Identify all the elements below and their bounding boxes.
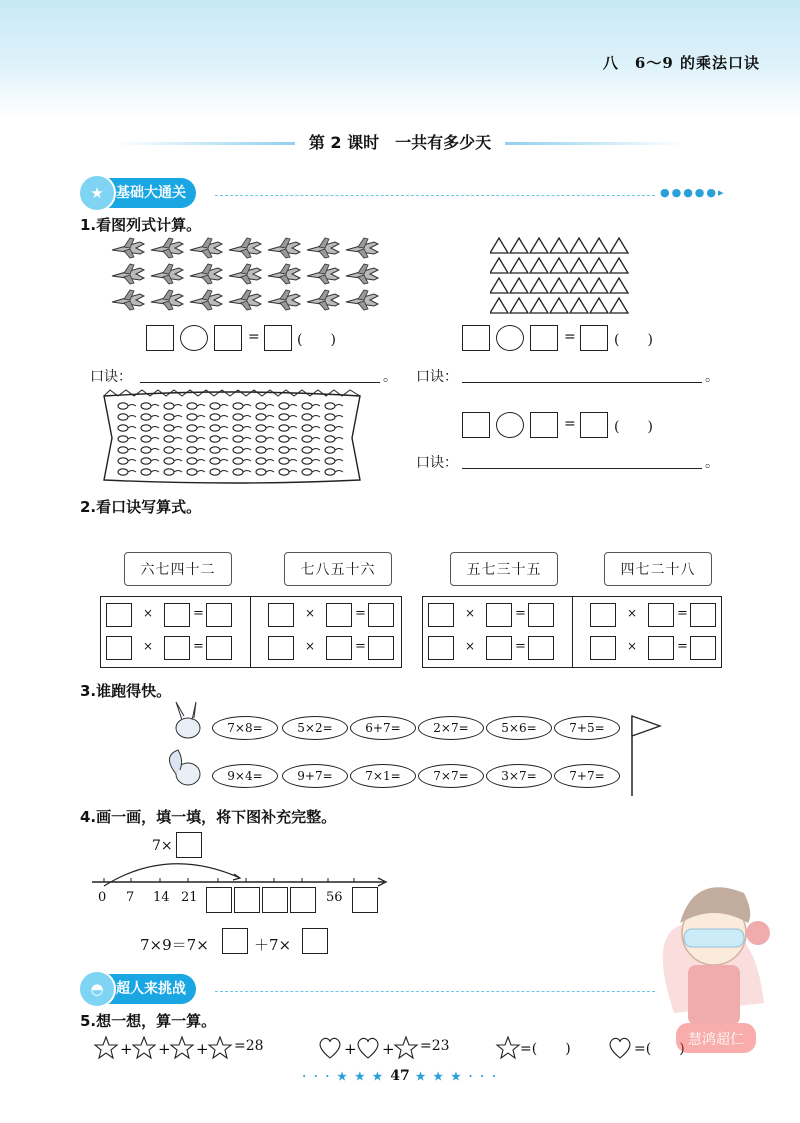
equals-sign: = bbox=[564, 416, 576, 432]
koujue-answer-line[interactable] bbox=[140, 382, 380, 383]
tick-label: 7 bbox=[126, 890, 135, 905]
race-oval[interactable]: 7+7= bbox=[554, 764, 620, 788]
times-sign: × bbox=[143, 639, 154, 653]
answer-box[interactable] bbox=[164, 636, 190, 660]
rhyme-tag: 六七四十二 bbox=[124, 552, 232, 586]
race-oval[interactable]: 7×8= bbox=[212, 716, 278, 740]
times-sign: × bbox=[305, 606, 316, 620]
equals-sign: = bbox=[355, 639, 366, 654]
rhyme-tag: 七八五十六 bbox=[284, 552, 392, 586]
q4-prompt: 4.画一画，填一填，将下图补充完整。 bbox=[80, 808, 337, 826]
rabbit-and-squirrel-icons bbox=[166, 700, 212, 790]
equals-sign: = bbox=[193, 606, 204, 621]
divider-dots: ●●●●●▸ bbox=[660, 186, 726, 199]
q5-prompt: 5.想一想，算一算。 bbox=[80, 1012, 217, 1030]
equation-result: =28 bbox=[234, 1038, 264, 1054]
board-binding bbox=[572, 596, 573, 668]
equals-sign: = bbox=[677, 606, 688, 621]
answer-box[interactable] bbox=[648, 603, 674, 627]
answer-box[interactable] bbox=[368, 636, 394, 660]
answer-box[interactable] bbox=[462, 325, 490, 351]
equals-sign: = bbox=[248, 329, 260, 345]
q3-prompt: 3.谁跑得快。 bbox=[80, 682, 172, 700]
number-line bbox=[88, 848, 388, 892]
tick-label: 0 bbox=[98, 890, 107, 905]
answer-box[interactable] bbox=[590, 603, 616, 627]
answer-box[interactable] bbox=[428, 603, 454, 627]
koujue-answer-line[interactable] bbox=[462, 468, 702, 469]
race-oval[interactable]: 7+5= bbox=[554, 716, 620, 740]
times-sign: × bbox=[465, 639, 476, 653]
section-challenge-badge: ◓ 超人来挑战 bbox=[80, 974, 196, 1004]
race-oval[interactable]: 6+7= bbox=[350, 716, 416, 740]
airplanes-picture bbox=[110, 236, 390, 316]
operator-circle[interactable] bbox=[496, 325, 524, 351]
equation-plus: ＋7× bbox=[254, 936, 292, 954]
unit-bracket[interactable]: ( ) bbox=[614, 332, 653, 348]
tick-label: 56 bbox=[326, 890, 343, 905]
lesson-title bbox=[0, 130, 800, 153]
chapter-title: 八 6～9 的乘法口诀 bbox=[602, 54, 760, 72]
answer-box[interactable] bbox=[462, 412, 490, 438]
answer-box[interactable] bbox=[268, 636, 294, 660]
equals-sign: = bbox=[515, 639, 526, 654]
q1-prompt: 1.看图列式计算。 bbox=[80, 216, 202, 234]
times-sign: × bbox=[305, 639, 316, 653]
svg-text:+: + bbox=[120, 1040, 133, 1058]
race-oval[interactable]: 9+7= bbox=[282, 764, 348, 788]
answer-box[interactable] bbox=[290, 887, 316, 913]
answer-box[interactable] bbox=[264, 325, 292, 351]
lesson-title-text: 第 2 课时 一共有多少天 bbox=[308, 133, 492, 152]
koujue-label: 口诀： bbox=[416, 455, 458, 471]
period: 。 bbox=[705, 455, 719, 471]
answer-box[interactable] bbox=[106, 636, 132, 660]
operator-circle[interactable] bbox=[496, 412, 524, 438]
answer-box[interactable] bbox=[530, 412, 558, 438]
answer-box[interactable] bbox=[368, 603, 394, 627]
answer-box[interactable] bbox=[580, 412, 608, 438]
heart-answer-bracket[interactable]: =( ) bbox=[634, 1041, 685, 1057]
ufo-icon: ◓ bbox=[78, 970, 116, 1008]
race-oval[interactable]: 7×7= bbox=[418, 764, 484, 788]
section-divider bbox=[215, 991, 655, 992]
tick-label: 21 bbox=[181, 890, 198, 905]
answer-box[interactable] bbox=[234, 887, 260, 913]
svg-text:+: + bbox=[158, 1040, 171, 1058]
answer-box[interactable] bbox=[648, 636, 674, 660]
equation-left: 7×9＝7× bbox=[140, 936, 209, 954]
period: 。 bbox=[705, 369, 719, 385]
answer-box[interactable] bbox=[326, 603, 352, 627]
answer-box[interactable] bbox=[164, 603, 190, 627]
finish-flag-icon bbox=[628, 712, 668, 798]
answer-box[interactable] bbox=[528, 636, 554, 660]
race-oval[interactable]: 2×7= bbox=[418, 716, 484, 740]
answer-box[interactable] bbox=[262, 887, 288, 913]
equals-sign: = bbox=[515, 606, 526, 621]
race-oval[interactable]: 5×2= bbox=[282, 716, 348, 740]
answer-box[interactable] bbox=[106, 603, 132, 627]
answer-box[interactable] bbox=[326, 636, 352, 660]
answer-box[interactable] bbox=[352, 887, 378, 913]
answer-box[interactable] bbox=[428, 636, 454, 660]
race-oval[interactable]: 9×4= bbox=[212, 764, 278, 788]
times-sign: × bbox=[627, 606, 638, 620]
answer-box[interactable] bbox=[214, 325, 242, 351]
answer-box[interactable] bbox=[302, 928, 328, 954]
race-oval[interactable]: 3×7= bbox=[486, 764, 552, 788]
answer-box[interactable] bbox=[528, 603, 554, 627]
koujue-label: 口诀： bbox=[90, 369, 132, 385]
q2-prompt: 2.看口诀写算式。 bbox=[80, 498, 202, 516]
rhyme-tag: 四七二十八 bbox=[604, 552, 712, 586]
section-divider bbox=[215, 195, 655, 196]
answer-box[interactable] bbox=[690, 636, 716, 660]
unit-bracket[interactable]: ( ) bbox=[297, 332, 336, 348]
board-binding bbox=[250, 596, 251, 668]
koujue-answer-line[interactable] bbox=[462, 382, 702, 383]
race-oval[interactable]: 5×6= bbox=[486, 716, 552, 740]
tick-label: 14 bbox=[153, 890, 170, 905]
answer-box[interactable] bbox=[486, 636, 512, 660]
answer-box[interactable] bbox=[268, 603, 294, 627]
times-sign: × bbox=[143, 606, 154, 620]
period: 。 bbox=[383, 369, 397, 385]
times-sign: × bbox=[627, 639, 638, 653]
race-oval[interactable]: 7×1= bbox=[350, 764, 416, 788]
page-number: · · · ★ ★ ★ 47 ★ ★ ★ · · · bbox=[302, 1068, 498, 1084]
mascot-watermark bbox=[654, 863, 772, 1063]
answer-box[interactable] bbox=[590, 636, 616, 660]
rhyme-tag: 五七三十五 bbox=[450, 552, 558, 586]
answer-box[interactable] bbox=[206, 887, 232, 913]
answer-box[interactable] bbox=[146, 325, 174, 351]
answer-box[interactable] bbox=[690, 603, 716, 627]
star-answer-bracket[interactable]: =( ) bbox=[520, 1041, 571, 1057]
equals-sign: = bbox=[355, 606, 366, 621]
section-basic-badge: ★ 基础大通关 bbox=[80, 178, 196, 208]
svg-text:+: + bbox=[196, 1040, 209, 1058]
star-icon: ★ bbox=[78, 174, 116, 212]
answer-box[interactable] bbox=[580, 325, 608, 351]
tadpoles-picture bbox=[96, 388, 368, 486]
unit-bracket[interactable]: ( ) bbox=[614, 419, 653, 435]
koujue-label: 口诀： bbox=[416, 369, 458, 385]
jump-label: 7× bbox=[152, 838, 173, 854]
answer-box[interactable] bbox=[222, 928, 248, 954]
svg-text:+: + bbox=[382, 1040, 395, 1058]
watermark-text: 慧鸿超仁 bbox=[688, 1032, 744, 1048]
answer-box[interactable] bbox=[530, 325, 558, 351]
operator-circle[interactable] bbox=[180, 325, 208, 351]
answer-box[interactable] bbox=[206, 636, 232, 660]
equals-sign: = bbox=[564, 329, 576, 345]
equals-sign: = bbox=[193, 639, 204, 654]
answer-box[interactable] bbox=[206, 603, 232, 627]
svg-text:+: + bbox=[344, 1040, 357, 1058]
triangles-picture bbox=[490, 236, 640, 316]
times-sign: × bbox=[465, 606, 476, 620]
equation-result: =23 bbox=[420, 1038, 450, 1054]
answer-box[interactable] bbox=[486, 603, 512, 627]
equals-sign: = bbox=[677, 639, 688, 654]
